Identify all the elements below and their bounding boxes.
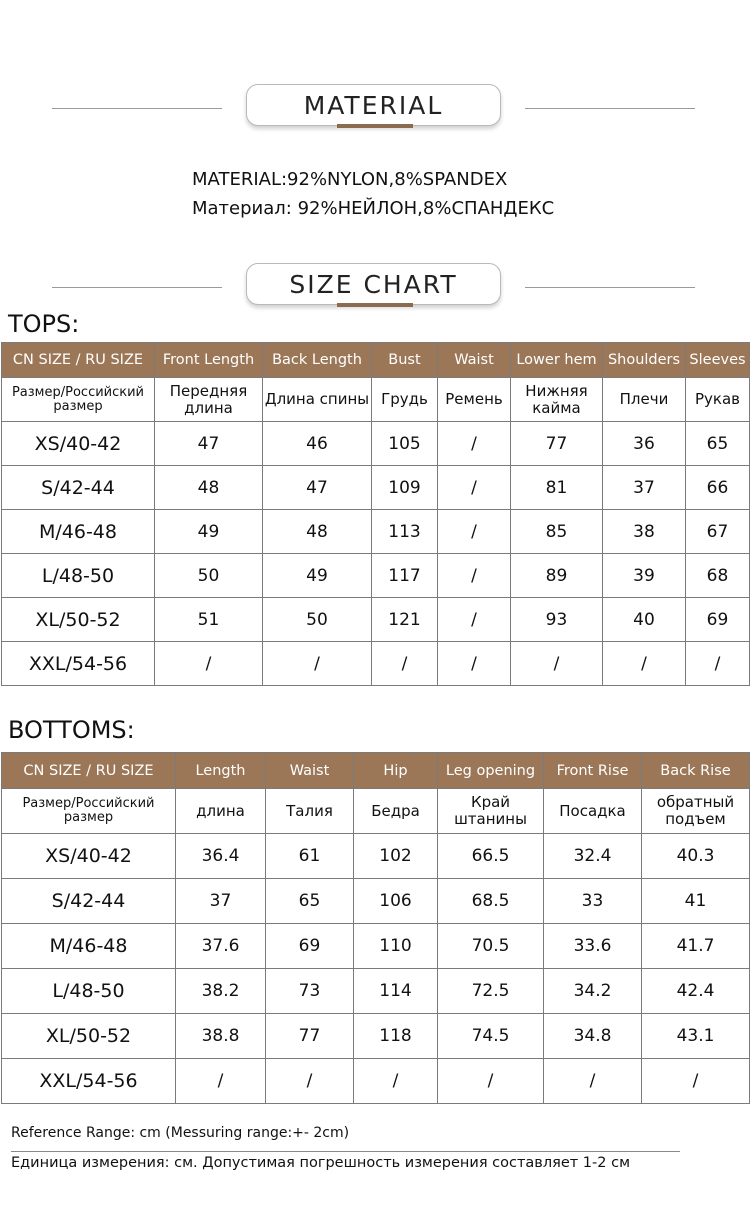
tops-ru-header-row	[2, 378, 750, 422]
header-cell-length: Length	[176, 753, 266, 789]
value-cell: 77	[266, 1014, 354, 1059]
value-cell: 40	[603, 598, 686, 642]
ru-header-cell: Край штанины	[438, 789, 544, 834]
table-row	[2, 924, 750, 969]
header-cell-size: CN SIZE / RU SIZE	[2, 343, 155, 378]
header-cell-bust: Bust	[372, 343, 438, 378]
tops-size-table	[1, 342, 750, 686]
tops-title: TOPS:	[8, 310, 80, 338]
value-cell: 105	[372, 422, 438, 466]
heading-accent-bar	[337, 124, 413, 128]
value-cell: 42.4	[642, 969, 750, 1014]
material-line-ru: Материал: 92%НЕЙЛОН,8%СПАНДЕКС	[192, 198, 555, 219]
header-cell-front-length: Front Length	[155, 343, 263, 378]
header-cell-back-length: Back Length	[263, 343, 372, 378]
value-cell: /	[263, 642, 372, 686]
value-cell: 49	[155, 510, 263, 554]
value-cell: 81	[511, 466, 603, 510]
size-cell: XS/40-42	[2, 834, 176, 879]
value-cell: 47	[263, 466, 372, 510]
value-cell: /	[176, 1059, 266, 1104]
value-cell: 118	[354, 1014, 438, 1059]
header-cell-leg-opening: Leg opening	[438, 753, 544, 789]
size-cell: XL/50-52	[2, 598, 155, 642]
value-cell: 46	[263, 422, 372, 466]
value-cell: 43.1	[642, 1014, 750, 1059]
value-cell: 37	[603, 466, 686, 510]
value-cell: 74.5	[438, 1014, 544, 1059]
value-cell: /	[372, 642, 438, 686]
ru-header-cell: длина	[176, 789, 266, 834]
value-cell: 72.5	[438, 969, 544, 1014]
value-cell: 69	[686, 598, 750, 642]
value-cell: 68.5	[438, 879, 544, 924]
value-cell: /	[642, 1059, 750, 1104]
tops-header-row	[2, 343, 750, 378]
table-row	[2, 598, 750, 642]
value-cell: 40.3	[642, 834, 750, 879]
ru-header-cell: Посадка	[544, 789, 642, 834]
value-cell: 113	[372, 510, 438, 554]
size-cell: XS/40-42	[2, 422, 155, 466]
value-cell: 37.6	[176, 924, 266, 969]
value-cell: 77	[511, 422, 603, 466]
table-row	[2, 1014, 750, 1059]
value-cell: 36.4	[176, 834, 266, 879]
value-cell: 48	[155, 466, 263, 510]
value-cell: 106	[354, 879, 438, 924]
value-cell: 39	[603, 554, 686, 598]
ru-header-cell: Рукав	[686, 378, 750, 422]
value-cell: /	[544, 1059, 642, 1104]
bottoms-title: BOTTOMS:	[8, 716, 135, 744]
value-cell: /	[155, 642, 263, 686]
value-cell: 93	[511, 598, 603, 642]
header-cell-hip: Hip	[354, 753, 438, 789]
table-row	[2, 554, 750, 598]
value-cell: 110	[354, 924, 438, 969]
value-cell: 121	[372, 598, 438, 642]
value-cell: 61	[266, 834, 354, 879]
table-row	[2, 1059, 750, 1104]
ru-header-cell: Размер/Российский размер	[2, 378, 155, 422]
header-cell-back-rise: Back Rise	[642, 753, 750, 789]
ru-header-cell: Грудь	[372, 378, 438, 422]
value-cell: 38.8	[176, 1014, 266, 1059]
value-cell: 65	[686, 422, 750, 466]
value-cell: /	[438, 1059, 544, 1104]
value-cell: 34.8	[544, 1014, 642, 1059]
material-line-en: MATERIAL:92%NYLON,8%SPANDEX	[192, 169, 508, 190]
bottoms-ru-header-row	[2, 789, 750, 834]
ru-header-cell: Передняя длина	[155, 378, 263, 422]
value-cell: 117	[372, 554, 438, 598]
size-cell: XXL/54-56	[2, 1059, 176, 1104]
table-row	[2, 834, 750, 879]
value-cell: /	[438, 642, 511, 686]
value-cell: /	[603, 642, 686, 686]
header-cell-shoulders: Shoulders	[603, 343, 686, 378]
size-cell: XL/50-52	[2, 1014, 176, 1059]
value-cell: 50	[263, 598, 372, 642]
bottoms-size-table	[1, 752, 750, 1104]
ru-header-cell: обратный подъем	[642, 789, 750, 834]
size-cell: S/42-44	[2, 879, 176, 924]
value-cell: 38	[603, 510, 686, 554]
size-cell: M/46-48	[2, 924, 176, 969]
value-cell: 36	[603, 422, 686, 466]
value-cell: 109	[372, 466, 438, 510]
size-cell: M/46-48	[2, 510, 155, 554]
value-cell: /	[438, 554, 511, 598]
divider-line-right	[525, 287, 695, 288]
value-cell: 38.2	[176, 969, 266, 1014]
value-cell: 48	[263, 510, 372, 554]
ru-header-cell: Нижняя кайма	[511, 378, 603, 422]
size-cell: L/48-50	[2, 969, 176, 1014]
header-cell-front-rise: Front Rise	[544, 753, 642, 789]
value-cell: 67	[686, 510, 750, 554]
ru-header-cell: Талия	[266, 789, 354, 834]
header-cell-lower-hem: Lower hem	[511, 343, 603, 378]
ru-header-cell: Бедра	[354, 789, 438, 834]
reference-range-note: Reference Range: cm (Messuring range:+- 2cm)	[11, 1125, 350, 1141]
ru-measurement-note: Единица измерения: см. Допустимая погрешность измерения составляет 1-2 см	[11, 1155, 631, 1171]
header-cell-sleeves: Sleeves	[686, 343, 750, 378]
divider-line-left	[52, 108, 222, 109]
value-cell: /	[438, 598, 511, 642]
value-cell: 32.4	[544, 834, 642, 879]
ru-header-cell: Ремень	[438, 378, 511, 422]
divider-line-right	[525, 108, 695, 109]
header-cell-waist: Waist	[438, 343, 511, 378]
value-cell: 114	[354, 969, 438, 1014]
value-cell: 49	[263, 554, 372, 598]
divider-line-left	[52, 287, 222, 288]
table-row	[2, 879, 750, 924]
size-cell: XXL/54-56	[2, 642, 155, 686]
value-cell: 33.6	[544, 924, 642, 969]
value-cell: 37	[176, 879, 266, 924]
value-cell: 85	[511, 510, 603, 554]
value-cell: 66.5	[438, 834, 544, 879]
size-cell: L/48-50	[2, 554, 155, 598]
size-chart-heading: SIZE CHART	[246, 263, 501, 305]
size-chart-section-header	[0, 263, 750, 313]
value-cell: 66	[686, 466, 750, 510]
value-cell: 69	[266, 924, 354, 969]
value-cell: /	[438, 510, 511, 554]
value-cell: 34.2	[544, 969, 642, 1014]
value-cell: /	[354, 1059, 438, 1104]
header-cell-waist: Waist	[266, 753, 354, 789]
material-section-header	[0, 84, 750, 134]
value-cell: 47	[155, 422, 263, 466]
value-cell: 50	[155, 554, 263, 598]
value-cell: 68	[686, 554, 750, 598]
value-cell: 65	[266, 879, 354, 924]
table-row	[2, 642, 750, 686]
value-cell: /	[438, 422, 511, 466]
value-cell: 89	[511, 554, 603, 598]
material-heading: MATERIAL	[246, 84, 501, 126]
value-cell: 102	[354, 834, 438, 879]
value-cell: /	[266, 1059, 354, 1104]
table-row	[2, 466, 750, 510]
header-cell-size: CN SIZE / RU SIZE	[2, 753, 176, 789]
table-row	[2, 969, 750, 1014]
table-row	[2, 422, 750, 466]
ru-header-cell: Плечи	[603, 378, 686, 422]
ru-header-cell: Размер/Российский размер	[2, 789, 176, 834]
value-cell: /	[686, 642, 750, 686]
value-cell: 41.7	[642, 924, 750, 969]
footer-divider	[11, 1151, 680, 1152]
table-row	[2, 510, 750, 554]
value-cell: 51	[155, 598, 263, 642]
value-cell: 33	[544, 879, 642, 924]
value-cell: /	[438, 466, 511, 510]
value-cell: 41	[642, 879, 750, 924]
size-cell: S/42-44	[2, 466, 155, 510]
value-cell: 73	[266, 969, 354, 1014]
value-cell: /	[511, 642, 603, 686]
heading-accent-bar	[337, 303, 413, 307]
value-cell: 70.5	[438, 924, 544, 969]
ru-header-cell: Длина спины	[263, 378, 372, 422]
bottoms-header-row	[2, 753, 750, 789]
